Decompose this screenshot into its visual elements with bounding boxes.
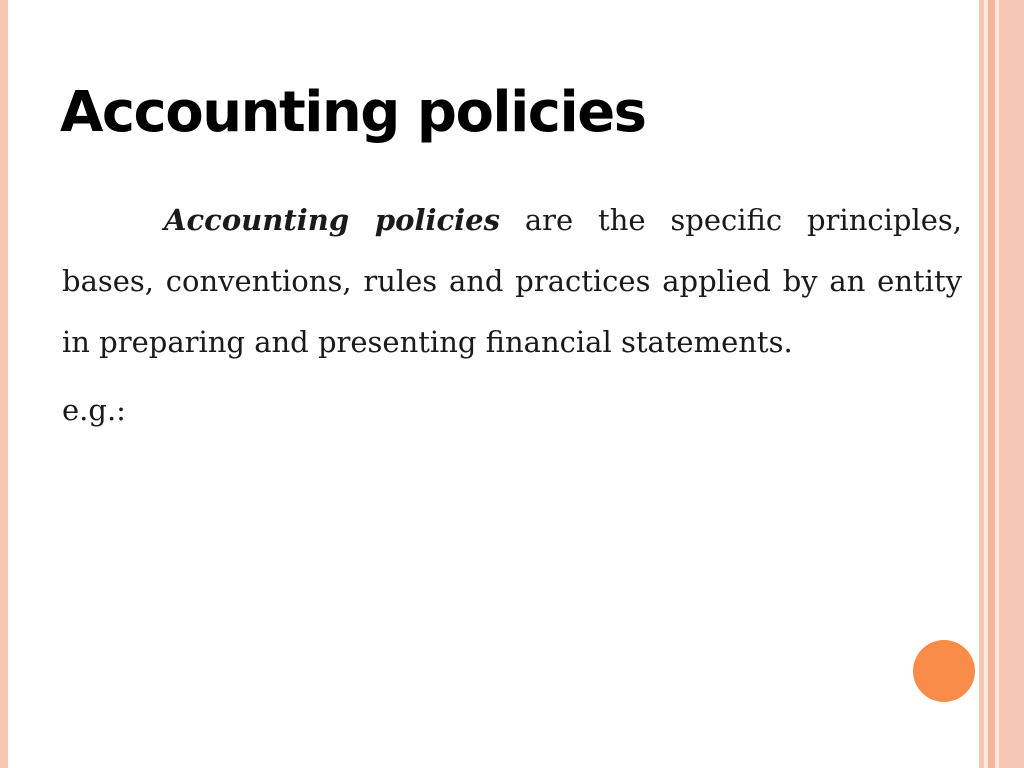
definition-text: are the specific principles, bases, conventions, rules and practices applied by an entity in preparing and presenting financial statements. bbox=[62, 203, 962, 359]
accent-dot-icon bbox=[913, 640, 975, 702]
left-frame-stripe bbox=[0, 0, 8, 768]
right-frame-stripe bbox=[999, 0, 1024, 768]
slide-title: Accounting policies bbox=[60, 80, 646, 145]
right-frame-stripe bbox=[988, 0, 995, 768]
definition-paragraph bbox=[62, 190, 962, 373]
example-label: e.g.: bbox=[62, 393, 126, 427]
defined-term: Accounting policies bbox=[164, 203, 500, 237]
